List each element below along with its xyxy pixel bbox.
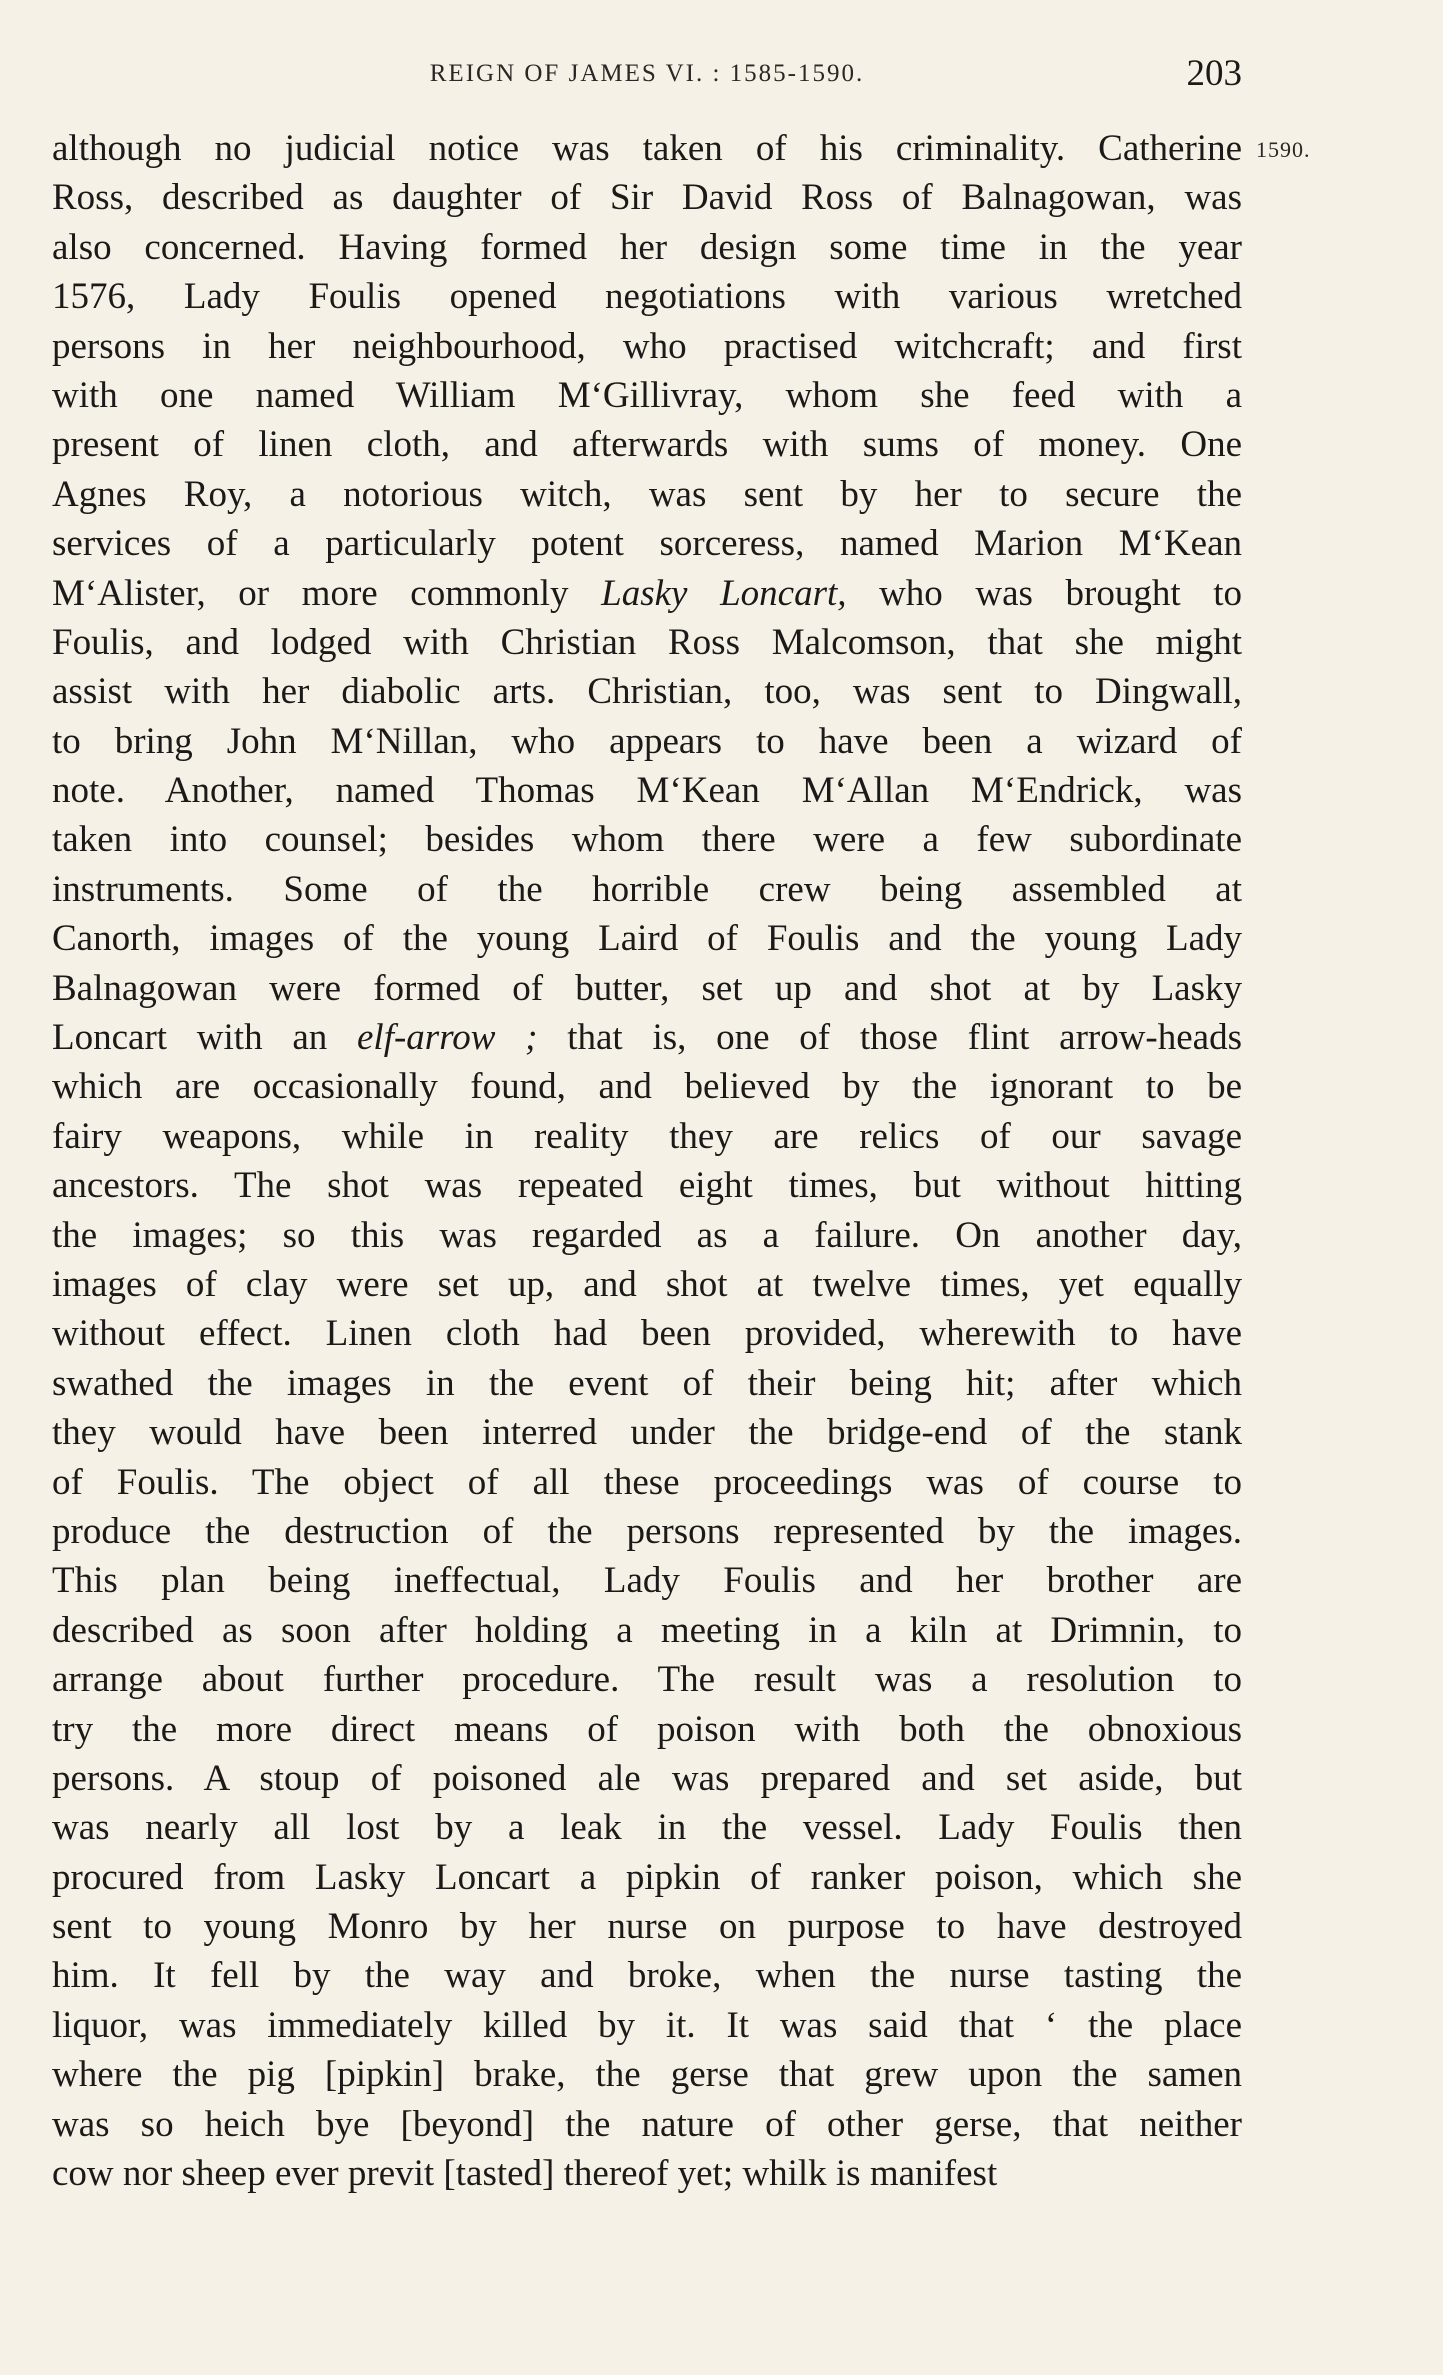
text-line: This plan being ineffectual, Lady Foulis and her brother are — [52, 1560, 1242, 1602]
text-line: persons. A stoup of poisoned ale was prepared and set aside, but — [52, 1757, 1242, 1799]
text-line: where the pig [pipkin] brake, the gerse that grew upon the samen — [52, 2054, 1242, 2096]
text-line: Balnagowan were formed of butter, set up and shot at by Lasky — [52, 967, 1242, 1009]
text-line: with one named William M‘Gillivray, whom she feed with a — [52, 374, 1242, 416]
text-line: liquor, was immediately killed by it. It was said that ‘ the place — [52, 2004, 1242, 2046]
text-line: to bring John M‘Nillan, who appears to have been a wizard of — [52, 720, 1242, 762]
text-line: images of clay were set up, and shot at twelve times, yet equally — [52, 1263, 1242, 1305]
text-line — [52, 569, 1242, 618]
text-line: of Foulis. The object of all these proceedings was of course to — [52, 1461, 1242, 1503]
text-line: Ross, described as daughter of Sir David Ross of Balnagowan, was — [52, 177, 1242, 219]
text-line: was nearly all lost by a leak in the vessel. Lady Foulis then — [52, 1807, 1242, 1849]
text-line: assist with her diabolic arts. Christian, too, was sent to Dingwall, — [52, 671, 1242, 713]
text-line: cow nor sheep ever previt [tasted] thereof yet; whilk is manifest — [52, 2153, 998, 2195]
italic-name: elf-arrow ; — [357, 1017, 538, 1059]
text-line: services of a particularly potent sorceress, named Marion M‘Kean — [52, 523, 1242, 565]
text-line: although no judicial notice was taken of his criminality. Catherine — [52, 128, 1242, 169]
text-segment: that is, one of those flint arrow-heads — [537, 1017, 1242, 1059]
text-line: also concerned. Having formed her design some time in the year — [52, 226, 1242, 268]
text-line: Agnes Roy, a notorious witch, was sent by her to secure the — [52, 473, 1242, 515]
text-line: without effect. Linen cloth had been provided, wherewith to have — [52, 1313, 1242, 1355]
text-line: him. It fell by the way and broke, when the nurse tasting the — [52, 1955, 1242, 1997]
text-line: present of linen cloth, and afterwards with sums of money. One — [52, 424, 1242, 466]
text-line: Foulis, and lodged with Christian Ross Malcomson, that she might — [52, 621, 1242, 663]
text-line: persons in her neighbourhood, who practised witchcraft; and first — [52, 325, 1242, 367]
text-line: ancestors. The shot was repeated eight times, but without hitting — [52, 1165, 1242, 1207]
text-segment: Loncart with an — [52, 1017, 357, 1059]
text-line: instruments. Some of the horrible crew being assembled at — [52, 868, 1242, 910]
page-number: 203 — [1186, 53, 1242, 94]
text-line: try the more direct means of poison with both the obnoxious — [52, 1708, 1242, 1750]
text-line: Canorth, images of the young Laird of Foulis and the young Lady — [52, 918, 1242, 960]
running-title: REIGN OF JAMES VI. : 1585-1590. — [429, 60, 865, 87]
text-line: fairy weapons, while in reality they are relics of our savage — [52, 1115, 1242, 1157]
text-line: the images; so this was regarded as a failure. On another day, — [52, 1214, 1242, 1256]
text-segment: who was brought to — [846, 572, 1242, 614]
margin-date-note: 1590. — [1256, 137, 1311, 162]
text-line: 1576, Lady Foulis opened negotiations with various wretched — [52, 276, 1242, 318]
text-line — [52, 1013, 1242, 1062]
text-segment: M‘Alister, or more commonly — [52, 572, 602, 614]
text-line: note. Another, named Thomas M‘Kean M‘Allan M‘Endrick, was — [52, 770, 1242, 812]
text-line: arrange about further procedure. The result was a resolution to — [52, 1659, 1242, 1701]
text-line: which are occasionally found, and believed by the ignorant to be — [52, 1066, 1242, 1108]
italic-name: Lasky Loncart, — [601, 572, 847, 614]
text-line: described as soon after holding a meeting in a kiln at Drimnin, to — [52, 1609, 1242, 1651]
running-head — [52, 54, 1242, 98]
text-line: taken into counsel; besides whom there were a few subordinate — [52, 819, 1242, 861]
text-line: produce the destruction of the persons represented by the images. — [52, 1510, 1242, 1552]
text-line: they would have been interred under the bridge-end of the stank — [52, 1412, 1242, 1454]
text-line: was so heich bye [beyond] the nature of other gerse, that neither — [52, 2103, 1242, 2145]
text-line: sent to young Monro by her nurse on purpose to have destroyed — [52, 1906, 1242, 1948]
body-text — [52, 124, 1242, 2198]
text-line: procured from Lasky Loncart a pipkin of ranker poison, which she — [52, 1856, 1242, 1898]
text-line: swathed the images in the event of their being hit; after which — [52, 1362, 1242, 1404]
